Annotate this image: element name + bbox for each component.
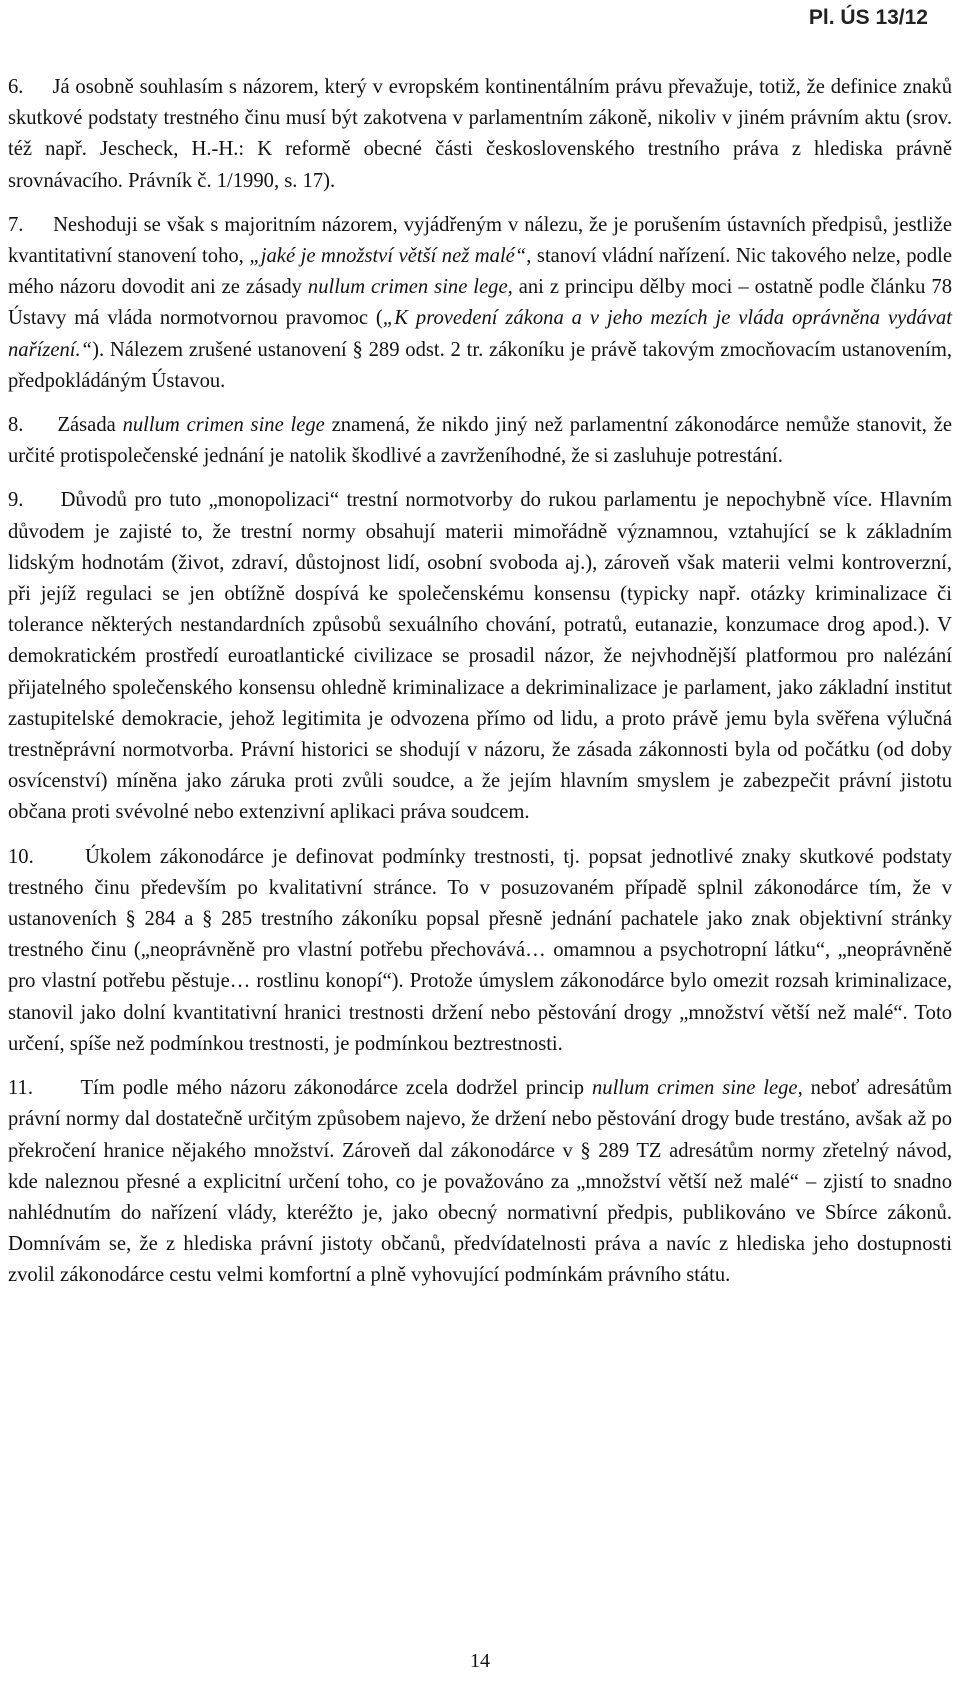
paragraph-text: , stanoví vládní nařízení. Nic takového nelze, podle mého názoru dovodit ani ze zásady: [8, 245, 952, 299]
paragraph-text: , ani z principu dělby moci – ostatně podle článku 78 Ústavy má vláda normotvornou pravomoc (: [8, 276, 952, 330]
paragraph-text: znamená, že nikdo jiný než parlamentní zákonodárce nemůže stanovit, že určité protispolečenské jednání je natolik škodlivé a zavrženíhodné, že si zasluhuje potrestání.: [8, 414, 952, 468]
latin-maxim: nullum crimen sine lege: [591, 1077, 798, 1100]
paragraph-text: ). Nálezem zrušené ustanovení § 289 odst. 2 tr. zákoníku je právě takovým zmocňovacím ustanovením, předpokládáným Ústavou.: [8, 338, 952, 392]
latin-maxim: nullum crimen sine lege: [307, 276, 508, 299]
paragraph-text: Zásada: [57, 414, 123, 437]
paragraph-text: Důvodů pro tuto „monopolizaci“ trestní normotvorby do rukou parlamentu je nepochybně více. Hlavním důvodem je zajisté to, že trestní normy obsahují materii mimořádně významnou, vztahující se k základním lidským hodnotám (život, zdraví, důstojnost lidí, osobní svoboda aj.), zároveň však materii velmi kontroverzní, při jejíž regulaci se jen obtížně dospívá ke společenskému konsensu (typicky např. otázky kriminalizace či tolerance některých nestandardních způsobů sexuálního chování, potratů, eutanazie, konzumace drog apod.). V demokratickém prostředí euroatlantické civilizace se prosadil názor, že nejvhodnější platformou pro nalézání přijatelného společenského konsensu ohledně kriminalizace a dekriminalizace je parlament, jako základní institut zastupitelské demokracie, jehož legitimita je odvozena přímo od lidu, a proto právě jemu byla svěřena výlučná trestněprávní normotvorba. Právní historici se shodují v názoru, že zásada zákonnosti byla od počátku (od doby osvícenství) míněna jako záruka proti zvůli soudce, a že jejím hlavním smyslem je zabezpečit právní jistotu občana proti svévolné nebo extenzivní aplikaci práva soudcem.: [8, 489, 952, 824]
paragraph-text: , neboť adresátům právní normy dal dostatečně určitým způsobem najevo, že držení nebo pěstování drogy bude trestáno, avšak až po překročení hranice nějakého množství. Zároveň dal zákonodárce v § 289 TZ adresátům normy zřetelný návod, kde naleznou přesné a explicitní určení toho, co je považováno za „množství větší než malé“ – zjistí to snadno nahlédnutím do nařízení vlády, kteréžto je, jako obecný normativní předpis, publikováno ve Sbírce zákonů. Domnívám se, že z hlediska právní jistoty občanů, předvídatelnosti práva a navíc z hlediska jeho dostupnosti zvolil zákonodárce cestu velmi komfortní a plně vyhovující podmínkám právního státu.: [8, 1077, 953, 1287]
paragraph-text: Já osobně souhlasím s názorem, který v evropském kontinentálním právu převažuje, totiž, že definice znaků skutkové podstaty trestného činu musí být zakotvena v parlamentním zákoně, nikoliv v jiném právním aktu (srov. též např. Jescheck, H.-H.: K reformě obecné části československého trestního práva z hlediska právně srovnávacího. Právník č. 1/1990, s. 17).: [8, 76, 952, 192]
paragraph-text: Úkolem zákonodárce je definovat podmínky trestnosti, tj. popsat jednotlivé znaky skutkové podstaty trestného činu především po kvalitativní stránce. To v posuzovaném případě splnil zákonodárce tím, že v ustanoveních § 284 a § 285 trestního zákoníku popsal přesně jednání pachatele jako znak objektivní stránky trestného činu („neoprávněně pro vlastní potřebu přechovává… omamnou a psychotropní látku“, „neoprávněně pro vlastní potřebu pěstuje… rostlinu konopí“). Protože úmyslem zákonodárce bylo omezit rozsah kriminalizace, stanovil jako dolní kvantitativní hranici trestnosti držení nebo pěstování drogy „množství větší než malé“. Toto určení, spíše než podmínkou trestnosti, je podmínkou beztrestnosti.: [8, 845, 952, 1055]
paragraph-7: [8, 210, 952, 397]
paragraph-11: [8, 1073, 952, 1291]
paragraph-9: [8, 485, 952, 828]
document-body: [8, 72, 952, 1292]
document-reference: Pl. ÚS 13/12: [808, 6, 928, 29]
latin-maxim: nullum crimen sine lege: [122, 414, 325, 437]
paragraph-number: 11.: [8, 1077, 33, 1100]
paragraph-text: Neshoduji se však s majoritním názorem, vyjádřeným v nálezu, že je porušením ústavních předpisů, jestliže kvantitativní stanovení toho,: [8, 213, 953, 268]
paragraph-10: [8, 842, 952, 1060]
quoted-phrase: „jaké je množství větší než malé“: [249, 245, 527, 268]
paragraph-number: 9.: [8, 489, 24, 512]
paragraph-number: 8.: [8, 414, 24, 437]
page-number: 14: [470, 1650, 490, 1672]
constitution-quote: „K provedení zákona a v jeho mezích je vláda oprávněna vydávat nařízení.“: [8, 307, 952, 361]
paragraph-text: Tím podle mého názoru zákonodárce zcela dodržel princip: [80, 1077, 592, 1100]
paragraph-6: [8, 72, 952, 197]
paragraph-number: 7.: [8, 213, 24, 236]
paragraph-number: 10.: [8, 845, 34, 868]
paragraph-number: 6.: [8, 76, 24, 98]
paragraph-8: [8, 410, 952, 472]
